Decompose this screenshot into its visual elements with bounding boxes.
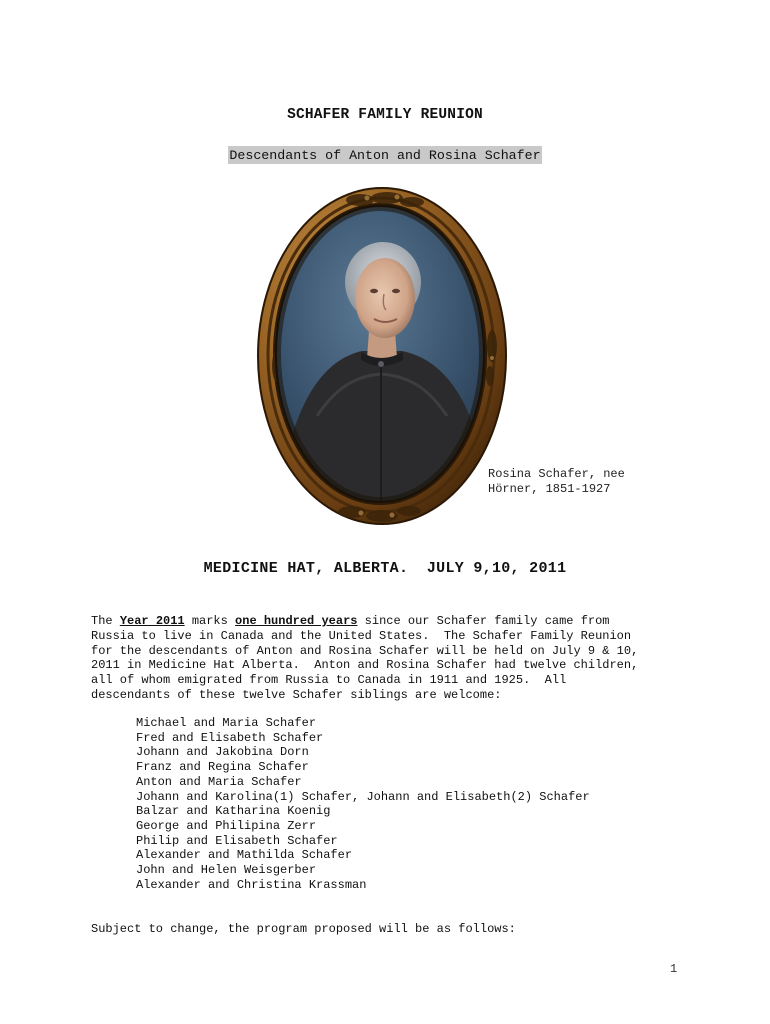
list-item: Philip and Elisabeth Schafer xyxy=(136,833,338,848)
caption-line: Hörner, 1851-1927 xyxy=(488,482,611,496)
portrait-caption xyxy=(488,467,625,497)
list-item: Balzar and Katharina Koenig xyxy=(136,804,331,819)
list-item: George and Philipina Zerr xyxy=(136,818,317,833)
emphasis-year: Year 2011 xyxy=(119,614,185,628)
list-item: Fred and Elisabeth Schafer xyxy=(136,730,324,745)
siblings-list xyxy=(136,716,590,892)
list-item: Johann and Jakobina Dorn xyxy=(136,745,309,760)
list-item: Alexander and Christina Krassman xyxy=(136,877,367,892)
paragraph-line: Russia to live in Canada and the United States. The Schafer Family Reunion xyxy=(91,628,632,643)
intro-paragraph xyxy=(91,614,691,703)
list-item: Alexander and Mathilda Schafer xyxy=(136,848,353,863)
text-run: marks xyxy=(184,614,236,628)
paragraph-line: 2011 in Medicine Hat Alberta. Anton and Rosina Schafer had twelve children, xyxy=(91,658,639,673)
list-item: Johann and Karolina(1) Schafer, Johann and Elisabeth(2) Schafer xyxy=(136,789,590,804)
list-item: John and Helen Weisgerber xyxy=(136,863,317,878)
text-run: since our Schafer family came from xyxy=(357,614,610,628)
document-subtitle: Descendants of Anton and Rosina Schafer xyxy=(229,148,541,163)
paragraph-line: all of whom emigrated from Russia to Canada in 1911 and 1925. All xyxy=(91,673,567,688)
program-intro: Subject to change, the program proposed will be as follows: xyxy=(91,922,516,936)
list-item: Franz and Regina Schafer xyxy=(136,760,309,775)
document-title: SCHAFER FAMILY REUNION xyxy=(287,107,483,123)
subtitle-container xyxy=(0,146,770,164)
paragraph-line: descendants of these twelve Schafer siblings are welcome: xyxy=(91,687,502,702)
event-heading: MEDICINE HAT, ALBERTA. JULY 9,10, 2011 xyxy=(203,560,567,577)
list-item: Anton and Maria Schafer xyxy=(136,774,302,789)
portrait-photo xyxy=(257,186,507,526)
paragraph-line: for the descendants of Anton and Rosina Schafer will be held on July 9 & 10, xyxy=(91,643,639,658)
emphasis-hundred-years: one hundred years xyxy=(235,614,358,628)
caption-line: Rosina Schafer, nee xyxy=(488,467,625,481)
paragraph-line xyxy=(91,614,691,629)
text-run: The xyxy=(91,614,120,628)
page-number: 1 xyxy=(670,962,678,976)
list-item: Michael and Maria Schafer xyxy=(136,716,317,730)
